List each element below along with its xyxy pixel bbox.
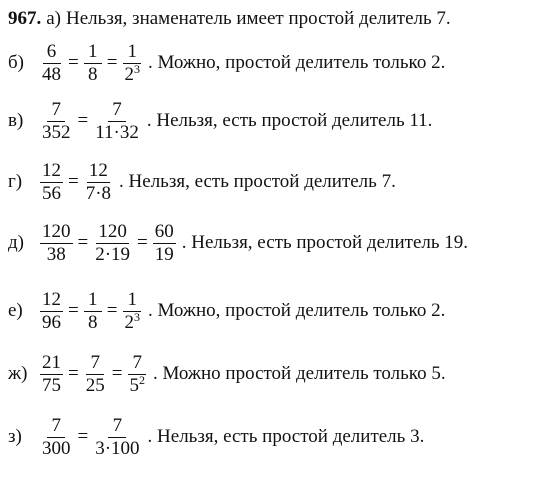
equals-sign: = bbox=[77, 110, 89, 132]
item-z-text: . Нельзя, есть простой делитель 3. bbox=[147, 426, 425, 448]
item-a-text: Нельзя, знаменатель имеет простой делитель 7. bbox=[66, 8, 451, 29]
fraction bbox=[93, 222, 132, 265]
denominator: 56 bbox=[42, 182, 61, 204]
power-base: 2 bbox=[124, 311, 134, 333]
numerator: 12 bbox=[42, 160, 61, 181]
denominator: 48 bbox=[42, 63, 61, 85]
fraction bbox=[40, 42, 63, 85]
item-b-text: . Можно, простой делитель только 2. bbox=[147, 52, 446, 74]
denominator: 11·32 bbox=[95, 121, 139, 143]
item-d-text: . Нельзя, есть простой делитель 19. bbox=[181, 232, 469, 254]
denominator: 3·100 bbox=[95, 437, 140, 459]
fraction bbox=[40, 100, 73, 143]
denominator: 7·8 bbox=[85, 182, 112, 204]
numerator: 1 bbox=[84, 42, 102, 64]
equals-sign: = bbox=[77, 426, 89, 448]
fraction bbox=[40, 222, 73, 265]
item-g-label: г) bbox=[8, 171, 23, 193]
power-exponent: 2 bbox=[138, 372, 145, 387]
numerator: 7 bbox=[47, 100, 65, 122]
fraction bbox=[122, 42, 142, 85]
fraction bbox=[122, 290, 142, 333]
power-exponent: 3 bbox=[133, 309, 140, 324]
fraction bbox=[40, 353, 63, 396]
item-g bbox=[8, 161, 396, 204]
item-a bbox=[8, 8, 451, 30]
item-z bbox=[8, 416, 424, 459]
denominator: 8 bbox=[87, 63, 98, 85]
equals-sign: = bbox=[77, 232, 89, 254]
item-a-label: а) bbox=[46, 8, 62, 29]
numerator: 120 bbox=[42, 221, 71, 242]
denominator bbox=[122, 309, 142, 333]
denominator bbox=[122, 61, 142, 85]
equals-sign: = bbox=[106, 300, 118, 322]
item-e-text: . Можно, простой делитель только 2. bbox=[147, 300, 446, 322]
item-e-label: е) bbox=[8, 300, 23, 322]
numerator: 12 bbox=[42, 289, 61, 310]
denominator: 19 bbox=[154, 243, 174, 265]
item-b bbox=[8, 42, 445, 85]
power-base: 2 bbox=[124, 63, 134, 85]
fraction bbox=[84, 161, 113, 204]
power-exponent: 3 bbox=[133, 61, 140, 76]
equals-sign: = bbox=[68, 300, 79, 322]
denominator: 300 bbox=[42, 437, 71, 459]
numerator: 12 bbox=[88, 160, 108, 181]
equals-sign: = bbox=[137, 232, 148, 254]
denominator: 75 bbox=[42, 374, 61, 396]
numerator: 7 bbox=[108, 100, 126, 122]
item-zh bbox=[8, 353, 446, 396]
fraction bbox=[40, 161, 63, 204]
item-zh-text: . Можно простой делитель только 5. bbox=[152, 363, 446, 385]
numerator: 1 bbox=[123, 42, 141, 64]
item-d bbox=[8, 222, 468, 265]
denominator: 2·19 bbox=[95, 243, 131, 265]
numerator: 6 bbox=[43, 42, 61, 64]
item-zh-label: ж) bbox=[8, 363, 28, 385]
item-b-label: б) bbox=[8, 52, 24, 74]
numerator: 60 bbox=[154, 221, 174, 242]
item-z-label: з) bbox=[8, 426, 22, 448]
fraction bbox=[127, 353, 147, 396]
numerator: 7 bbox=[108, 416, 126, 438]
fraction bbox=[84, 290, 102, 333]
numerator: 7 bbox=[86, 353, 104, 375]
denominator: 38 bbox=[46, 243, 66, 265]
fraction bbox=[93, 100, 141, 143]
equals-sign: = bbox=[68, 52, 79, 74]
problem-number: 967. bbox=[8, 8, 42, 29]
denominator: 8 bbox=[87, 311, 98, 333]
item-v-text: . Нельзя, есть простой делитель 11. bbox=[146, 110, 433, 132]
equals-sign: = bbox=[68, 363, 79, 385]
fraction bbox=[84, 353, 107, 396]
item-e bbox=[8, 290, 445, 333]
denominator: 25 bbox=[85, 374, 105, 396]
item-g-text: . Нельзя, есть простой делитель 7. bbox=[119, 171, 396, 193]
equals-sign: = bbox=[106, 52, 118, 74]
equals-sign: = bbox=[68, 171, 79, 193]
denominator: 352 bbox=[42, 121, 71, 143]
denominator bbox=[127, 372, 147, 396]
numerator: 1 bbox=[84, 290, 102, 312]
fraction bbox=[84, 42, 102, 85]
numerator: 7 bbox=[47, 416, 65, 438]
numerator: 1 bbox=[123, 290, 141, 312]
item-v bbox=[8, 100, 432, 143]
item-v-label: в) bbox=[8, 110, 24, 132]
item-d-label: д) bbox=[8, 232, 24, 254]
numerator: 120 bbox=[98, 221, 127, 242]
fraction bbox=[40, 290, 63, 333]
fraction bbox=[93, 416, 141, 459]
numerator: 7 bbox=[128, 353, 146, 375]
denominator: 96 bbox=[42, 311, 61, 333]
fraction bbox=[153, 222, 176, 265]
power-base: 5 bbox=[129, 374, 139, 396]
equals-sign: = bbox=[111, 363, 123, 385]
numerator: 21 bbox=[42, 352, 61, 373]
fraction bbox=[40, 416, 73, 459]
